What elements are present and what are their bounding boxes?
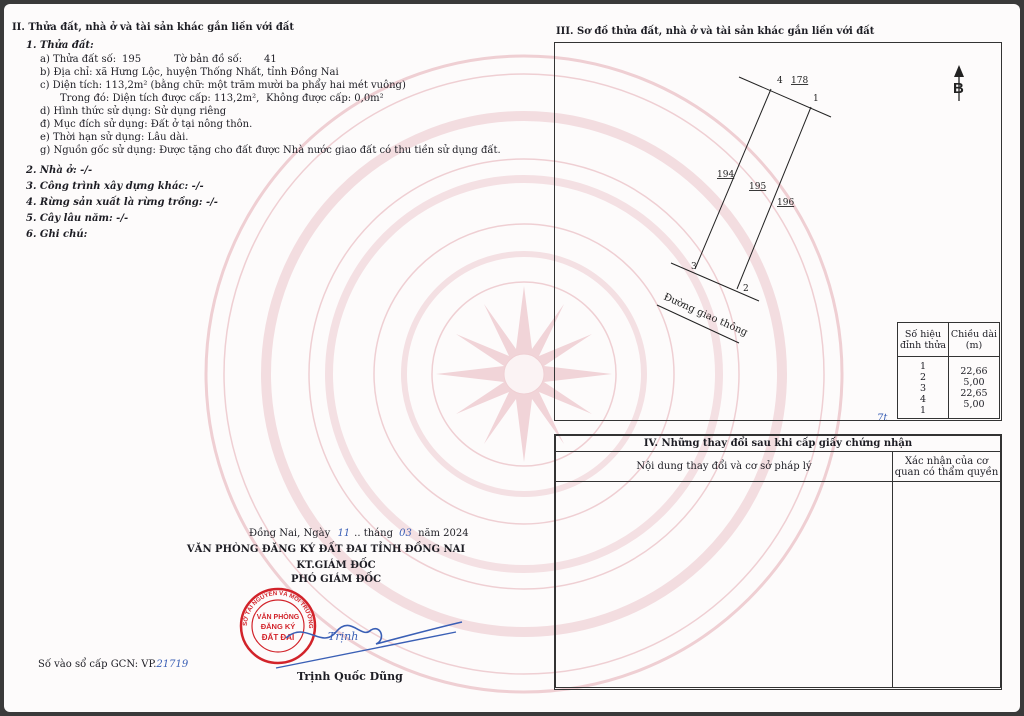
changes-frame <box>554 434 1002 690</box>
stamp-line-3: ĐẤT ĐAI <box>261 633 295 642</box>
vertex-1: 1 <box>919 361 927 372</box>
stamp-line-1: VĂN PHÒNG <box>256 614 300 621</box>
north-label: B <box>953 80 964 97</box>
usage-origin: g) Nguồn gốc sử dụng: Được tặng cho đất được Nhà nước giao đất có thu tiền sử dụng đất. <box>40 145 501 156</box>
corner-2: 2 <box>743 284 749 294</box>
signer-name: Trịnh Quốc Dũng <box>297 670 403 683</box>
pen-mark: 7t <box>877 413 888 420</box>
length-3: 22,65 <box>960 388 988 399</box>
parcel-left-number: 194 <box>717 170 735 180</box>
item-3-construction: 3. Công trình xây dựng khác: -/- <box>26 181 204 192</box>
date-month: 03 <box>399 528 412 539</box>
right-boundary-line <box>737 107 811 289</box>
section-4-title: IV. Những thay đổi sau khi cấp giấy chứng nhận <box>556 436 1001 452</box>
date-line: Đồng Nai, Ngày 11 .. tháng 03 năm 2024 <box>249 528 469 539</box>
date-prefix: Đồng Nai, Ngày <box>249 528 331 539</box>
corner-4: 4 <box>777 76 783 86</box>
map-sheet-value: 41 <box>264 54 277 65</box>
changes-content-header: Nội dung thay đổi và cơ sở pháp lý <box>556 452 893 482</box>
usage-purpose: đ) Mục đích sử dụng: Đất ở tại nông thôn. <box>40 119 253 130</box>
corner-3: 3 <box>691 262 697 272</box>
item-4-forest: 4. Rừng sản xuất là rừng trồng: -/- <box>26 197 218 208</box>
length-header: Chiều dài (m) <box>949 323 1000 357</box>
usage-form: d) Hình thức sử dụng: Sử dụng riêng <box>40 106 227 117</box>
item-5-perennial: 5. Cây lâu năm: -/- <box>26 213 129 224</box>
changes-authority-cell <box>893 482 1001 688</box>
area-granted: Trong đó: Diện tích được cấp: 113,2m², <box>60 93 260 104</box>
vertex-5: 1 <box>919 405 927 416</box>
area-not-granted: Không được cấp: 0,0m² <box>266 93 384 104</box>
item-6-notes: 6. Ghi chú: <box>26 229 88 240</box>
changes-content-cell <box>556 482 893 688</box>
stamp-line-2: ĐĂNG KÝ <box>260 622 296 631</box>
kt-director: KT.GIÁM ĐỐC <box>296 560 376 571</box>
registry-line <box>38 659 188 671</box>
item-1-title: 1. Thửa đất: <box>26 40 94 51</box>
stamp-ring-text: SỞ TÀI NGUYÊN VÀ MÔI TRƯỜNG <box>242 590 314 629</box>
length-4: 5,00 <box>963 399 985 410</box>
section-3-title: III. Sơ đồ thửa đất, nhà ở và tài sản khác gắn liền với đất <box>556 26 875 37</box>
map-sheet-label: Tờ bản đồ số: <box>174 54 243 65</box>
date-month-label: tháng <box>363 528 393 539</box>
parcel-top-number: 178 <box>791 76 809 86</box>
area-line: c) Diện tích: 113,2m² (bằng chữ: một trăm mười ba phẩy hai mét vuông) <box>40 80 406 91</box>
registry-label: Số vào sổ cấp GCN: VP. <box>38 659 157 670</box>
north-arrow-icon <box>953 65 964 101</box>
changes-table <box>555 435 1001 688</box>
parcel-right-number: 196 <box>777 198 795 208</box>
road-edge-top <box>671 263 759 301</box>
date-day: 11 <box>337 528 351 539</box>
vertex-4: 4 <box>919 394 927 405</box>
length-1: 22,66 <box>960 366 988 377</box>
deputy-director: PHÓ GIÁM ĐỐC <box>290 574 382 585</box>
length-2: 5,00 <box>963 377 985 388</box>
changes-authority-header: Xác nhận của cơ quan có thẩm quyền <box>893 452 1001 482</box>
office-name: VĂN PHÒNG ĐĂNG KÝ ĐẤT ĐAI TỈNH ĐỒNG NAI <box>186 544 466 555</box>
vertex-2: 2 <box>919 372 927 383</box>
vertex-3: 3 <box>919 383 927 394</box>
address-line: b) Địa chỉ: xã Hưng Lộc, huyện Thống Nhất, tỉnh Đồng Nai <box>40 67 339 78</box>
date-year: năm 2024 <box>418 528 469 539</box>
item-2-house: 2. Nhà ở: -/- <box>26 165 93 176</box>
registry-number: 21719 <box>156 659 189 670</box>
section-2-title: II. Thửa đất, nhà ở và tài sản khác gắn liền với đất <box>12 22 295 33</box>
vertex-column <box>898 357 949 419</box>
certificate-page <box>4 4 1020 712</box>
vertex-header: Số hiệu đỉnh thửa <box>898 323 949 357</box>
parcel-number-value: 195 <box>122 54 142 65</box>
parcel-main-number: 195 <box>749 182 767 192</box>
road-label: Đường giao thông <box>661 291 750 339</box>
usage-term: e) Thời hạn sử dụng: Lâu dài. <box>40 132 189 143</box>
corner-1: 1 <box>813 94 819 104</box>
edge-length-table <box>897 322 1000 419</box>
length-column <box>949 357 1000 419</box>
signature-scribble: Trịnh <box>328 630 359 643</box>
parcel-number-label: a) Thửa đất số: <box>40 54 117 65</box>
